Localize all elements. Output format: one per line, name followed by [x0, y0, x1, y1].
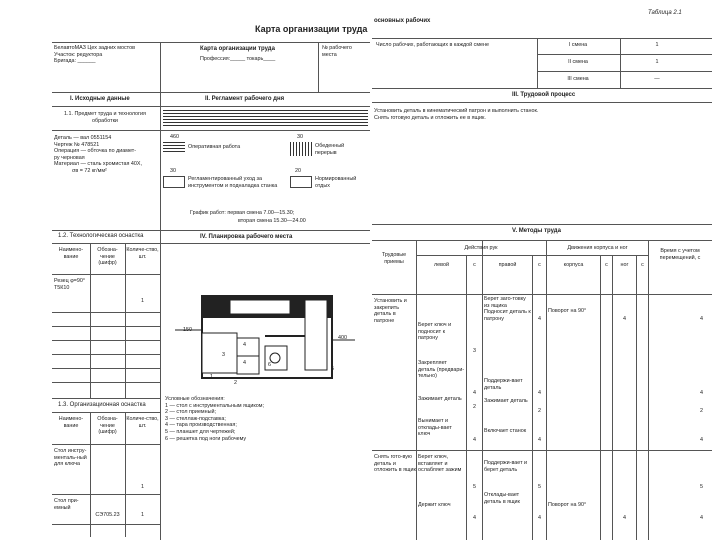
schedule-bar — [163, 110, 368, 126]
legend-operative-swatch — [163, 142, 185, 152]
left-page: Карта организации труда БелавтоМАЗ Цех задних мостов Участок: редуктора Бригада: ______ Карта организации труда Профессия:_____ токарь____ № рабочего места I. Исходные данные 1.1. Предмет труда и технология обработки Деталь — вал 0551154 Чертеж № 478521 Операция — обточка по диамет- ру черновая Материал — сталь хромистая 40Х, σв = 72 кг/мм² II. Регламент рабочего дня 460 30 Оперативная работа Обеденный перерыв 30 20 Регламентированный уход за инструментом и подналадка станка Нормированный отдых График работ: первая смена 7.00—15.30; вторая смена 15.30—24.00 1.2. Технологическая оснастка Наимено-вание Обозна-чение (шифр) Количе-ство, шт. Резец φ=90° Т5К10 1 1.3. Организационная оснастка Наимено-вание Обозна-чение (шифр) Количе-ство, шт. Стол инстру-менталь-ный для ключа 1 Стол при-емный СЭ705.23 1 IV. Планировка рабочего места 150 400 1 2 3 4 4 5 6 Условные обозначения: 1 — стол с инструментальным ящиком; 2 — стол приемный; 3 — стеллаж-подставка; 4 — тара производственная; 5 — планшет для чертежей; 6 — решетка под ноги рабочему — [0, 0, 372, 540]
workers-label: Число рабочих, работающих в каждой смене — [376, 42, 489, 48]
org-row-2-code: СЭ705.23 — [95, 512, 120, 518]
section4-title: IV. Планировка рабочего места — [200, 234, 293, 240]
table-label: Таблица 2.1 — [648, 10, 682, 16]
plan-dim-150: 150 — [183, 327, 192, 333]
org-row-1-name: Стол инстру-менталь-ный для ключа — [54, 448, 87, 468]
section1-subtitle: 1.1. Предмет труда и технология обработки — [64, 111, 146, 124]
legend-maintenance-swatch — [163, 176, 185, 188]
tech-title: 1.2. Технологическая оснастка — [58, 233, 144, 239]
org-row-2-name: Стол при-емный — [54, 498, 79, 511]
plan-legend: Условные обозначения: 1 — стол с инструментальным ящиком; 2 — стол приемный; 3 — стеллаж-подставка; 4 — тара производственная; 5 — планшет для чертежей; 6 — решетка под ноги рабочему — [165, 396, 265, 442]
section5-title: V. Методы труда — [512, 228, 561, 234]
org-title: 1.3. Организационная оснастка — [58, 402, 146, 408]
section1-title: I. Исходные данные — [70, 96, 130, 102]
section2-title: II. Регламент рабочего дня — [205, 96, 285, 102]
right-heading: основных рабочих — [374, 18, 431, 24]
org-row-1-qty: 1 — [141, 484, 144, 490]
part-description: Деталь — вал 0551154 Чертеж № 478521 Операция — обточка по диамет- ру черновая Материал — сталь хромистая 40Х, σв = 72 кг/мм² — [54, 135, 142, 174]
left-page-title: Карта организации труда — [255, 24, 368, 34]
method-op-2: Снять гото-вую деталь и отложить в ящик — [374, 454, 416, 474]
process-text: Установить деталь в кинематический патрон и выполнить станок. Снять готовую деталь и отложить ее в ящик. — [374, 108, 539, 121]
tech-row-qty: 1 — [141, 298, 144, 304]
legend-lunch-swatch — [290, 142, 312, 156]
legend-rest-swatch — [290, 176, 312, 188]
section3-title: III. Трудовой процесс — [512, 92, 576, 98]
org-row-2-qty: 1 — [141, 512, 144, 518]
workplace-number: № рабочего места — [322, 45, 352, 58]
plan-dim-400: 400 — [338, 335, 347, 341]
profession: Профессия:_____ токарь____ — [200, 56, 276, 62]
right-page: Таблица 2.1 основных рабочих Число рабочих, работающих в каждой смене I смена 1 II смена 1 III смена — III. Трудовой процесс Установить деталь в кинематический патрон и выполнить станок. Снять готовую деталь и отложить ее в ящик. V. Методы труда Трудовые приемы Действия рук левой с правой с Движения корпуса и ног корпуса с ног с Время с учетом перемещений, с Установить и закрепить деталь в патроне Берет ключ и подносит к патрону 3 Берет заго-товку из ящика Подносит деталь к патрону 4 Поворот на 90° 4 4 Закрепляет деталь (предвари-тельно) 4 Поддержи-вает деталь 4 4 Зажимает деталь 2 Зажимает деталь 2 2 Вынимает и отклады-вает ключ 4 Включает станок 4 4 Снять гото-вую деталь и отложить в ящик Берет ключ, вставляет и ослабляет зажим 5 Поддержи-вает и берет деталь 5 5 Держит ключ 4 Отклады-вает деталь в ящик 4 Поворот на 90° 4 4 — [372, 0, 720, 540]
tech-row-name: Резец φ=90° Т5К10 — [54, 278, 86, 291]
method-op-1: Установить и закрепить деталь в патроне — [374, 298, 407, 324]
org-cell: БелавтоМАЗ Цех задних мостов Участок: редуктора Бригада: ______ — [54, 45, 135, 65]
card-title: Карта организации труда — [200, 46, 275, 52]
